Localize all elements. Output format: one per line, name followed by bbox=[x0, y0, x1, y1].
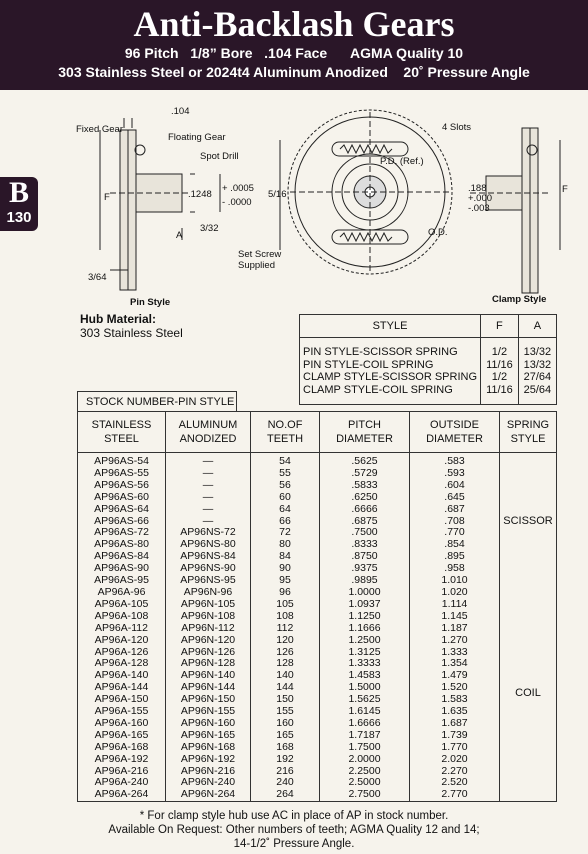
spring-coil: COIL bbox=[500, 587, 557, 802]
outside-diameter: .604 bbox=[410, 480, 500, 492]
stock-table-title: STOCK NUMBER-PIN STYLE bbox=[77, 391, 237, 411]
stainless-part: AP96A-96 bbox=[97, 585, 146, 598]
page-title: Anti-Backlash Gears bbox=[133, 4, 455, 44]
pitch-diameter: .9375 bbox=[320, 563, 410, 575]
aluminum-part: AP96N-155 bbox=[166, 706, 251, 718]
teeth-count: 56 bbox=[251, 480, 320, 492]
pitch-diameter: .5729 bbox=[320, 468, 410, 480]
table-row bbox=[78, 777, 557, 789]
aluminum-part: AP96N-112 bbox=[166, 623, 251, 635]
teeth-count: 66 bbox=[251, 516, 320, 528]
table-row bbox=[78, 539, 557, 551]
label-supplied: Supplied bbox=[238, 260, 275, 271]
outside-diameter: 1.583 bbox=[410, 694, 500, 706]
pitch-diameter: 2.7500 bbox=[320, 789, 410, 801]
style-name: CLAMP STYLE-COIL SPRING bbox=[303, 383, 453, 396]
style-row bbox=[300, 359, 557, 372]
stainless-part: AP96AS-66 bbox=[94, 514, 149, 527]
teeth-count: 90 bbox=[251, 563, 320, 575]
table-row bbox=[78, 766, 557, 778]
outside-diameter: 1.520 bbox=[410, 682, 500, 694]
pitch-diameter: .6875 bbox=[320, 516, 410, 528]
header-banner bbox=[0, 0, 588, 90]
table-row bbox=[78, 789, 557, 801]
stainless-part: AP96A-264 bbox=[94, 788, 149, 801]
pitch-diameter: 1.5000 bbox=[320, 682, 410, 694]
teeth-count: 95 bbox=[251, 575, 320, 587]
style-a: 13/32 bbox=[518, 346, 556, 359]
outside-diameter: 2.020 bbox=[410, 754, 500, 766]
stainless-part: AP96A-120 bbox=[94, 633, 149, 646]
stainless-part: AP96A-150 bbox=[94, 693, 149, 706]
teeth-count: 80 bbox=[251, 539, 320, 551]
teeth-count: 54 bbox=[251, 453, 320, 468]
teeth-count: 84 bbox=[251, 551, 320, 563]
footnote-line-2: Available On Request: Other numbers of teeth; AGMA Quality 12 and 14; bbox=[108, 824, 480, 836]
dim-3-64: 3/64 bbox=[88, 272, 107, 283]
stainless-part: AP96AS-84 bbox=[94, 550, 149, 563]
outside-diameter: .708 bbox=[410, 516, 500, 528]
teeth-count: 60 bbox=[251, 492, 320, 504]
teeth-count: 96 bbox=[251, 587, 320, 599]
stainless-part: AP96A-168 bbox=[94, 740, 149, 753]
label-fixed-gear: Fixed Gear bbox=[76, 124, 123, 135]
table-row bbox=[78, 623, 557, 635]
spring-scissor: SCISSOR bbox=[500, 453, 557, 587]
pitch-diameter: 2.5000 bbox=[320, 777, 410, 789]
style-row bbox=[300, 371, 557, 384]
table-row bbox=[78, 575, 557, 587]
outside-diameter: .854 bbox=[410, 539, 500, 551]
style-name: PIN STYLE-SCISSOR SPRING bbox=[303, 346, 458, 358]
stainless-part: AP96A-160 bbox=[94, 716, 149, 729]
pitch-diameter: 2.2500 bbox=[320, 766, 410, 778]
aluminum-part: AP96N-108 bbox=[166, 611, 251, 623]
table-row bbox=[78, 563, 557, 575]
pitch-diameter: .5833 bbox=[320, 480, 410, 492]
outside-diameter: 2.270 bbox=[410, 766, 500, 778]
outside-diameter: 1.333 bbox=[410, 647, 500, 659]
col-pitch-dia: PITCH DIAMETER bbox=[320, 412, 410, 453]
table-row bbox=[78, 468, 557, 480]
teeth-count: 72 bbox=[251, 527, 320, 539]
stainless-part: AP96AS-64 bbox=[94, 502, 149, 515]
pitch-diameter: 1.4583 bbox=[320, 670, 410, 682]
teeth-count: 216 bbox=[251, 766, 320, 778]
table-row bbox=[78, 551, 557, 563]
stainless-part: AP96A-140 bbox=[94, 669, 149, 682]
table-row bbox=[78, 694, 557, 706]
col-outside-dia: OUTSIDE DIAMETER bbox=[410, 412, 500, 453]
aluminum-part: AP96N-140 bbox=[166, 670, 251, 682]
pitch-diameter: 1.0937 bbox=[320, 599, 410, 611]
col-aluminum: ALUMINUM ANODIZED bbox=[166, 412, 251, 453]
stock-table bbox=[77, 411, 557, 802]
pitch-diameter: .6250 bbox=[320, 492, 410, 504]
aluminum-part: AP96N-165 bbox=[166, 730, 251, 742]
outside-diameter: 1.739 bbox=[410, 730, 500, 742]
pitch-diameter: .8750 bbox=[320, 551, 410, 563]
gear-drawing bbox=[70, 100, 570, 308]
aluminum-part: — bbox=[166, 516, 251, 528]
teeth-count: 128 bbox=[251, 658, 320, 670]
pitch-diameter: 1.3125 bbox=[320, 647, 410, 659]
outside-diameter: 1.145 bbox=[410, 611, 500, 623]
stainless-part: AP96A-112 bbox=[95, 621, 148, 634]
style-f: 11/16 bbox=[481, 359, 519, 372]
teeth-count: 165 bbox=[251, 730, 320, 742]
pitch-diameter: .5625 bbox=[320, 453, 410, 468]
aluminum-part: AP96N-160 bbox=[166, 718, 251, 730]
table-row bbox=[78, 670, 557, 682]
label-a: A bbox=[176, 230, 183, 241]
spec-line-2: 303 Stainless Steel or 2024t4 Aluminum Anodized 20˚ Pressure Angle bbox=[58, 64, 530, 80]
table-row bbox=[78, 742, 557, 754]
style-row bbox=[300, 384, 557, 397]
section-tab bbox=[0, 177, 38, 231]
outside-diameter: 1.687 bbox=[410, 718, 500, 730]
table-row bbox=[78, 587, 557, 599]
dim-tol-minus: - .0000 bbox=[222, 197, 252, 208]
pitch-diameter: .8333 bbox=[320, 539, 410, 551]
label-clamp-style: Clamp Style bbox=[492, 294, 547, 305]
stainless-part: AP96A-240 bbox=[94, 776, 149, 789]
teeth-count: 64 bbox=[251, 504, 320, 516]
pitch-diameter: 1.2500 bbox=[320, 635, 410, 647]
style-row bbox=[300, 346, 557, 359]
teeth-count: 140 bbox=[251, 670, 320, 682]
col-spring-style: SPRING STYLE bbox=[500, 412, 557, 453]
label-od: O.D. bbox=[428, 227, 448, 238]
aluminum-part: AP96N-120 bbox=[166, 635, 251, 647]
aluminum-part: AP96N-128 bbox=[166, 658, 251, 670]
pitch-diameter: 1.6666 bbox=[320, 718, 410, 730]
outside-diameter: .770 bbox=[410, 527, 500, 539]
teeth-count: 264 bbox=[251, 789, 320, 801]
aluminum-part: AP96N-216 bbox=[166, 766, 251, 778]
page-number: 130 bbox=[6, 209, 32, 226]
style-a: 13/32 bbox=[518, 359, 556, 372]
stainless-part: AP96A-144 bbox=[94, 681, 149, 694]
teeth-count: 112 bbox=[251, 623, 320, 635]
dim-bore: .1248 bbox=[188, 189, 212, 200]
stainless-part: AP96AS-54 bbox=[94, 455, 149, 467]
label-f: F bbox=[104, 192, 110, 203]
aluminum-part: — bbox=[166, 480, 251, 492]
style-a: 27/64 bbox=[518, 371, 556, 384]
table-row bbox=[78, 599, 557, 611]
table-row bbox=[78, 611, 557, 623]
table-row bbox=[78, 730, 557, 742]
outside-diameter: .687 bbox=[410, 504, 500, 516]
stainless-part: AP96AS-90 bbox=[94, 562, 149, 575]
label-set-screw: Set Screw bbox=[238, 249, 282, 260]
outside-diameter: 1.114 bbox=[410, 599, 500, 611]
pitch-diameter: 1.0000 bbox=[320, 587, 410, 599]
dim-3-32: 3/32 bbox=[200, 223, 219, 234]
stainless-part: AP96AS-55 bbox=[94, 466, 149, 479]
style-header: STYLE bbox=[300, 315, 481, 338]
hub-material bbox=[80, 312, 183, 340]
a-header: A bbox=[518, 315, 556, 338]
style-name: PIN STYLE-COIL SPRING bbox=[303, 358, 434, 371]
pitch-diameter: 1.5625 bbox=[320, 694, 410, 706]
aluminum-part: — bbox=[166, 468, 251, 480]
teeth-count: 120 bbox=[251, 635, 320, 647]
outside-diameter: 1.187 bbox=[410, 623, 500, 635]
teeth-count: 108 bbox=[251, 611, 320, 623]
aluminum-part: AP96N-150 bbox=[166, 694, 251, 706]
pitch-diameter: 1.7187 bbox=[320, 730, 410, 742]
pitch-diameter: 1.6145 bbox=[320, 706, 410, 718]
label-4-slots: 4 Slots bbox=[442, 122, 472, 133]
dim-slot-tol-1: +.000 bbox=[468, 193, 493, 204]
label-f-clamp: F bbox=[562, 184, 568, 195]
style-f: 1/2 bbox=[481, 346, 519, 359]
aluminum-part: AP96N-126 bbox=[166, 647, 251, 659]
outside-diameter: .958 bbox=[410, 563, 500, 575]
hub-material-value: 303 Stainless Steel bbox=[80, 326, 183, 340]
footnote-line-3: 14-1/2˚ Pressure Angle. bbox=[233, 838, 355, 850]
section-letter: B bbox=[8, 176, 29, 209]
stainless-part: AP96AS-72 bbox=[94, 526, 149, 539]
outside-diameter: 2.520 bbox=[410, 777, 500, 789]
outside-diameter: 1.270 bbox=[410, 635, 500, 647]
dim-tol-plus: + .0005 bbox=[222, 183, 254, 194]
footnote bbox=[0, 809, 588, 851]
table-row bbox=[78, 480, 557, 492]
aluminum-part: AP96NS-84 bbox=[166, 551, 251, 563]
pitch-diameter: .7500 bbox=[320, 527, 410, 539]
stainless-part: AP96AS-95 bbox=[94, 574, 149, 587]
aluminum-part: AP96N-168 bbox=[166, 742, 251, 754]
dim-slot-tol-2: -.003 bbox=[468, 203, 490, 214]
table-row bbox=[78, 647, 557, 659]
label-pin-style: Pin Style bbox=[130, 297, 171, 308]
stainless-part: AP96AS-60 bbox=[94, 490, 149, 503]
style-table bbox=[299, 314, 557, 405]
table-row bbox=[78, 658, 557, 670]
stock-table-body bbox=[78, 453, 557, 802]
outside-diameter: 1.770 bbox=[410, 742, 500, 754]
style-name: CLAMP STYLE-SCISSOR SPRING bbox=[303, 371, 478, 383]
stainless-part: AP96AS-80 bbox=[94, 538, 149, 551]
label-floating-gear: Floating Gear bbox=[168, 132, 226, 143]
pitch-diameter: .6666 bbox=[320, 504, 410, 516]
spec-line-1: 96 Pitch 1/8” Bore .104 Face AGMA Quality 10 bbox=[124, 45, 464, 61]
outside-diameter: .645 bbox=[410, 492, 500, 504]
table-row bbox=[78, 635, 557, 647]
stainless-part: AP96A-128 bbox=[94, 657, 149, 670]
table-row bbox=[78, 453, 557, 468]
stainless-part: AP96A-126 bbox=[94, 645, 149, 658]
style-a: 25/64 bbox=[518, 384, 556, 397]
aluminum-part: — bbox=[166, 453, 251, 468]
stainless-part: AP96AS-56 bbox=[94, 478, 149, 491]
stainless-part: AP96A-108 bbox=[94, 609, 149, 622]
pitch-diameter: 1.1250 bbox=[320, 611, 410, 623]
hub-material-label: Hub Material: bbox=[80, 312, 157, 326]
stainless-part: AP96A-216 bbox=[94, 764, 149, 777]
teeth-count: 105 bbox=[251, 599, 320, 611]
col-stainless: STAINLESS STEEL bbox=[78, 412, 166, 453]
table-row bbox=[78, 516, 557, 528]
label-pd: P.D. (Ref.) bbox=[380, 156, 424, 167]
table-row bbox=[78, 754, 557, 766]
style-f: 11/16 bbox=[481, 384, 519, 397]
aluminum-part: — bbox=[166, 492, 251, 504]
table-row bbox=[78, 682, 557, 694]
outside-diameter: .583 bbox=[410, 453, 500, 468]
table-row bbox=[78, 527, 557, 539]
outside-diameter: 1.020 bbox=[410, 587, 500, 599]
aluminum-part: AP96NS-80 bbox=[166, 539, 251, 551]
dim-slot-width: .188 bbox=[468, 183, 487, 194]
aluminum-part: AP96N-105 bbox=[166, 599, 251, 611]
aluminum-part: AP96N-96 bbox=[166, 587, 251, 599]
table-row bbox=[78, 492, 557, 504]
pitch-diameter: 1.7500 bbox=[320, 742, 410, 754]
style-f: 1/2 bbox=[481, 371, 519, 384]
teeth-count: 150 bbox=[251, 694, 320, 706]
aluminum-part: AP96N-264 bbox=[166, 789, 251, 801]
aluminum-part: AP96NS-95 bbox=[166, 575, 251, 587]
outside-diameter: 1.635 bbox=[410, 706, 500, 718]
teeth-count: 55 bbox=[251, 468, 320, 480]
pitch-diameter: 1.3333 bbox=[320, 658, 410, 670]
outside-diameter: .593 bbox=[410, 468, 500, 480]
stainless-part: AP96A-155 bbox=[94, 705, 149, 718]
label-spot-drill: Spot Drill bbox=[200, 151, 239, 162]
teeth-count: 155 bbox=[251, 706, 320, 718]
aluminum-part: AP96N-240 bbox=[166, 777, 251, 789]
pitch-diameter: 2.0000 bbox=[320, 754, 410, 766]
teeth-count: 192 bbox=[251, 754, 320, 766]
table-row bbox=[78, 718, 557, 730]
dim-hub-dia: 5/16 bbox=[268, 189, 287, 200]
teeth-count: 160 bbox=[251, 718, 320, 730]
dim-face: .104 bbox=[171, 106, 190, 117]
table-row bbox=[78, 706, 557, 718]
col-teeth: NO.OF TEETH bbox=[251, 412, 320, 453]
outside-diameter: .895 bbox=[410, 551, 500, 563]
table-row bbox=[78, 504, 557, 516]
outside-diameter: 1.354 bbox=[410, 658, 500, 670]
teeth-count: 168 bbox=[251, 742, 320, 754]
teeth-count: 144 bbox=[251, 682, 320, 694]
f-header: F bbox=[481, 315, 519, 338]
aluminum-part: AP96N-144 bbox=[166, 682, 251, 694]
outside-diameter: 1.010 bbox=[410, 575, 500, 587]
aluminum-part: AP96NS-72 bbox=[166, 527, 251, 539]
outside-diameter: 1.479 bbox=[410, 670, 500, 682]
pitch-diameter: 1.1666 bbox=[320, 623, 410, 635]
aluminum-part: AP96NS-90 bbox=[166, 563, 251, 575]
teeth-count: 240 bbox=[251, 777, 320, 789]
stainless-part: AP96A-165 bbox=[94, 728, 149, 741]
footnote-line-1: * For clamp style hub use AC in place of AP in stock number. bbox=[139, 810, 449, 822]
stainless-part: AP96A-105 bbox=[94, 597, 149, 610]
aluminum-part: — bbox=[166, 504, 251, 516]
aluminum-part: AP96N-192 bbox=[166, 754, 251, 766]
teeth-count: 126 bbox=[251, 647, 320, 659]
outside-diameter: 2.770 bbox=[410, 789, 500, 801]
stainless-part: AP96A-192 bbox=[94, 752, 149, 765]
pitch-diameter: .9895 bbox=[320, 575, 410, 587]
